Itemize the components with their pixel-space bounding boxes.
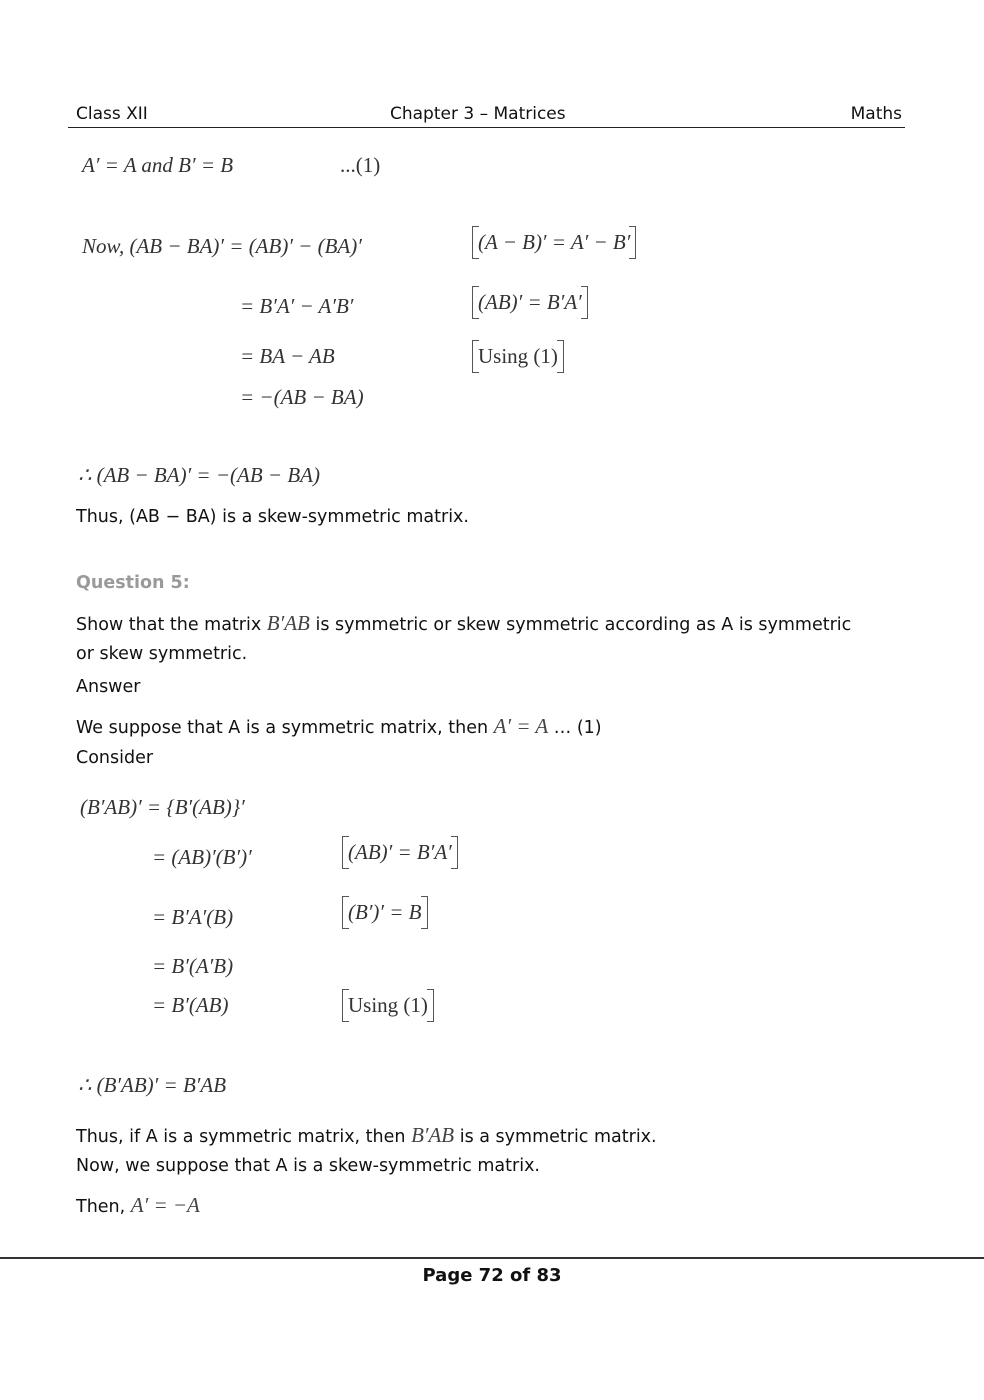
proof2-step-2: = (AB)′(B′)′ <box>152 845 252 869</box>
header-class: Class XII <box>76 104 148 124</box>
proof1-step-2: = B′A′ − A′B′ <box>240 294 354 318</box>
header-chapter: Chapter 3 – Matrices <box>390 104 566 124</box>
proof1-step-3: = BA − AB <box>240 344 335 368</box>
proof1-step-4: = −(AB − BA) <box>240 385 364 409</box>
question-math: B′AB <box>266 611 310 635</box>
answer-label: Answer <box>76 677 141 697</box>
header-subject: Maths <box>850 104 902 124</box>
suppose-ref: … (1) <box>553 718 602 738</box>
suppose-math: A′ = A <box>493 714 549 738</box>
proof2-reason-5: Using (1) <box>342 989 434 1022</box>
proof1-statement: Thus, (AB − BA) is a skew-symmetric matrix. <box>76 507 469 527</box>
proof1-reason-1: (A − B)′ = A′ − B′ <box>472 226 636 259</box>
thus-text-a: Thus, if A is a symmetric matrix, then <box>76 1127 406 1147</box>
thus-math: B′AB <box>411 1123 455 1147</box>
proof2-step-3: = B′A′(B) <box>152 905 234 929</box>
proof1-conclusion: ∴ (AB − BA)′ = −(AB − BA) <box>78 463 320 487</box>
then-math: A′ = −A <box>130 1193 200 1217</box>
proof2-reason-3: (B′)′ = B <box>342 896 428 929</box>
given-equation: A′ = A and B′ = B <box>82 153 234 177</box>
thus-text-b: is a symmetric matrix. <box>459 1127 657 1147</box>
then-label: Then, <box>76 1197 126 1217</box>
proof2-step-1: (B′AB)′ = {B′(AB)}′ <box>80 795 245 819</box>
header-divider <box>68 127 905 128</box>
now-suppose-line: Now, we suppose that A is a skew-symmetric matrix. <box>76 1156 540 1176</box>
question-heading: Question 5: <box>76 573 190 593</box>
page-header <box>76 104 904 126</box>
proof1-reason-2: (AB)′ = B′A′ <box>472 286 588 319</box>
footer-divider <box>0 1257 984 1259</box>
question-text-line-1 <box>76 611 851 636</box>
proof2-conclusion: ∴ (B′AB)′ = B′AB <box>78 1073 227 1097</box>
question-text-a: Show that the matrix <box>76 615 262 635</box>
question-text-line-2: or skew symmetric. <box>76 644 248 664</box>
given-ref: ...(1) <box>340 153 381 177</box>
proof1-reason-3: Using (1) <box>472 340 564 373</box>
suppose-line <box>76 714 602 739</box>
proof2-step-4: = B′(A′B) <box>152 954 234 978</box>
proof1-step-1: Now, (AB − BA)′ = (AB)′ − (BA)′ <box>82 234 362 258</box>
suppose-text: We suppose that A is a symmetric matrix, then <box>76 718 489 738</box>
consider-label: Consider <box>76 748 154 768</box>
then-line <box>76 1193 200 1218</box>
thus-line <box>76 1123 657 1148</box>
proof2-step-5: = B′(AB) <box>152 993 229 1017</box>
page-number: Page 72 of 83 <box>422 1265 562 1286</box>
proof2-reason-2: (AB)′ = B′A′ <box>342 836 458 869</box>
question-text-b: is symmetric or skew symmetric according as A is symmetric <box>315 615 852 635</box>
